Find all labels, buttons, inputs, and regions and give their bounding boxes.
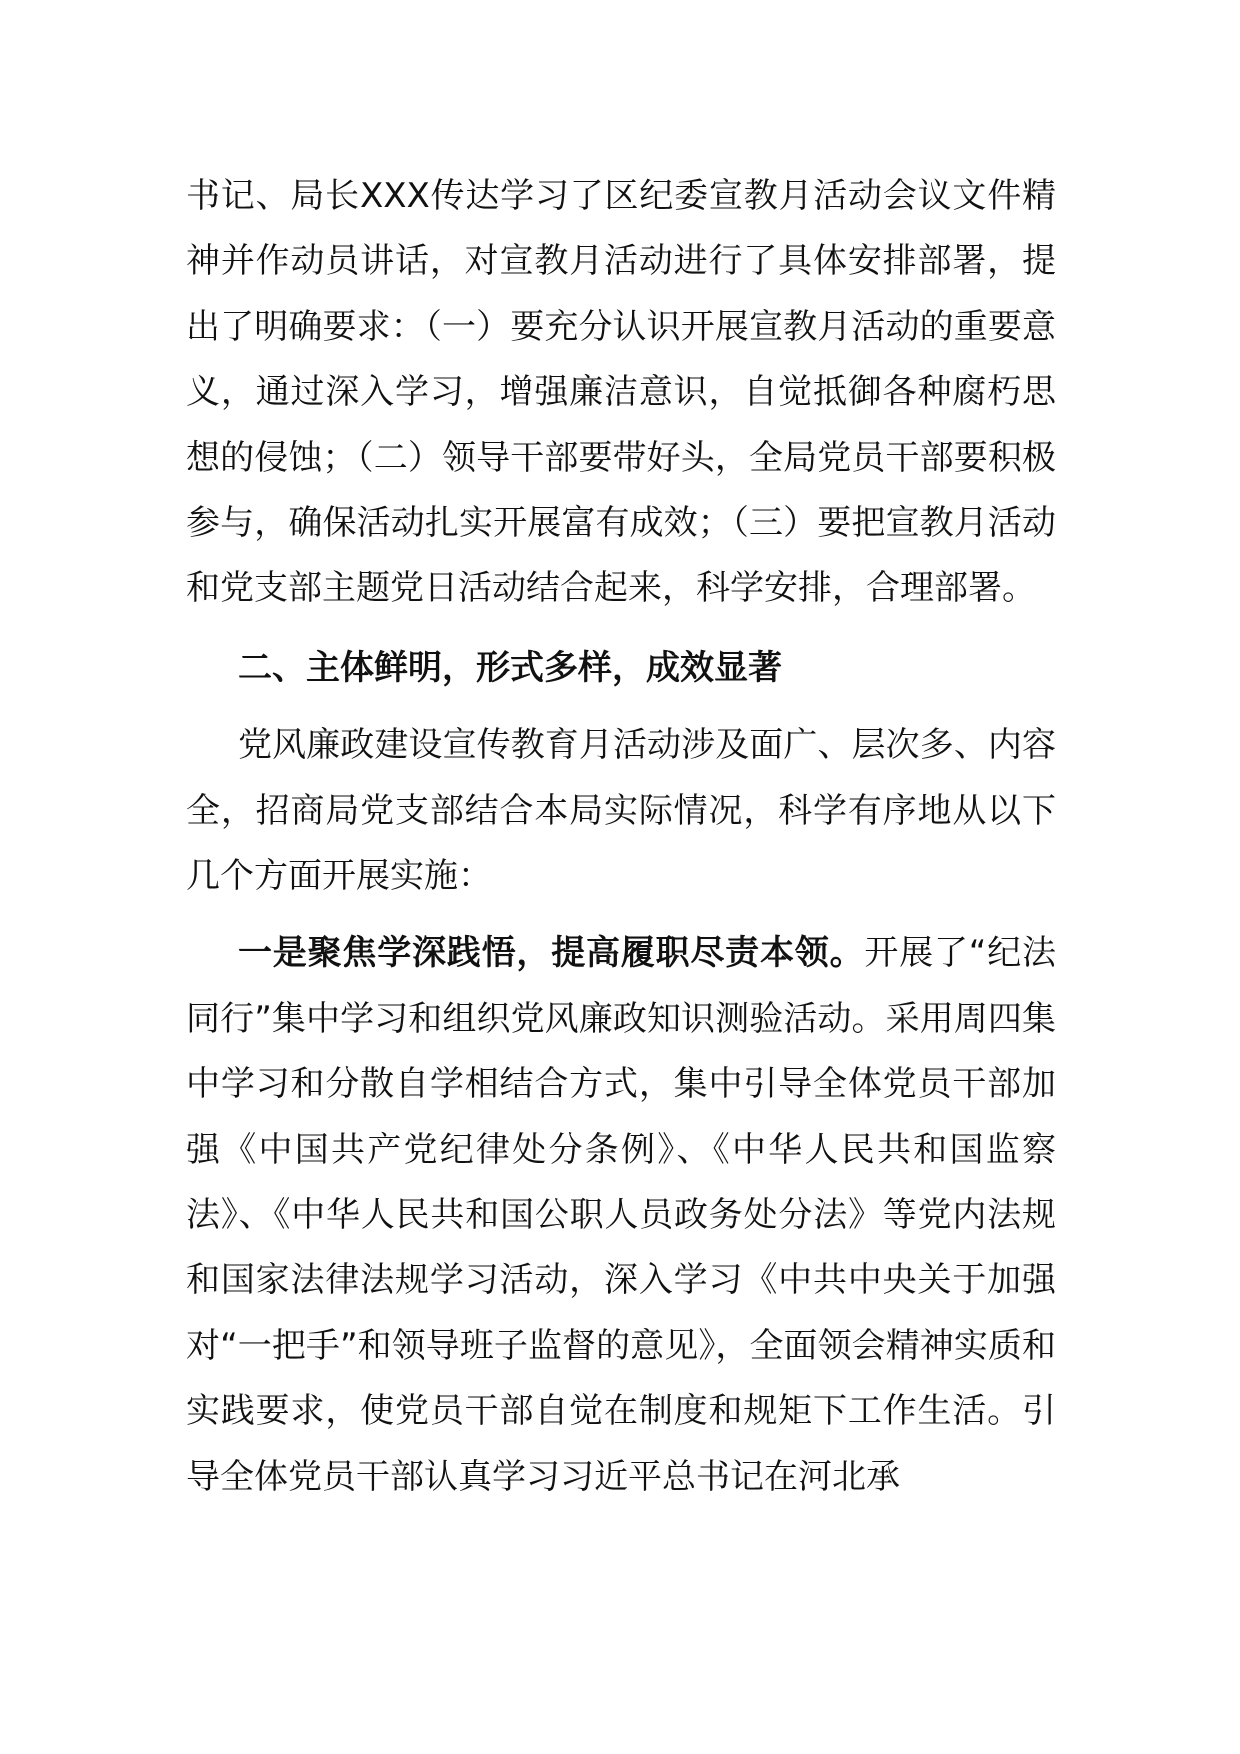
paragraph-lead-sentence: 一是聚焦学深践悟，提高履职尽责本领。 [238,933,865,974]
paragraph-study-practice [186,921,1056,1510]
document-body [186,164,1056,1510]
paragraph-implementation-overview: 党风廉政建设宣传教育月活动涉及面广、层次多、内容全，招商局党支部结合本局实际情况，科学有序地从以下几个方面开展实施： [186,725,1056,897]
paragraph-body-text: 开展了“纪法同行”集中学习和组织党风廉政知识测验活动。采用周四集中学习和分散自学相结合方式，集中引导全体党员干部加强《中国共产党纪律处分条例》、《中华人民共和国监察法》、《中华人民共和国公职人员政务处分法》等党内法规和国家法律法规学习活动，深入学习《中共中央关于加强对“一把手”和领导班子监督的意见》，全面领会精神实质和实践要求，使党员干部自觉在制度和规矩下工作生活。引导全体党员干部认真学习习近平总书记在河北承 [186,933,1056,1497]
section-heading-two: 二、主体鲜明，形式多样，成效显著 [238,647,782,688]
paragraph-mobilization-speech: 书记、局长XXX传达学习了区纪委宣教月活动会议文件精神并作动员讲话，对宣教月活动进行了具体安排部署，提出了明确要求：（一）要充分认识开展宣教月活动的重要意义，通过深入学习，增强廉洁意识，自觉抵御各种腐朽思想的侵蚀；（二）领导干部要带好头，全局党员干部要积极参与，确保活动扎实开展富有成效；（三）要把宣教月活动和党支部主题党日活动结合起来，科学安排，合理部署。 [186,176,1056,609]
